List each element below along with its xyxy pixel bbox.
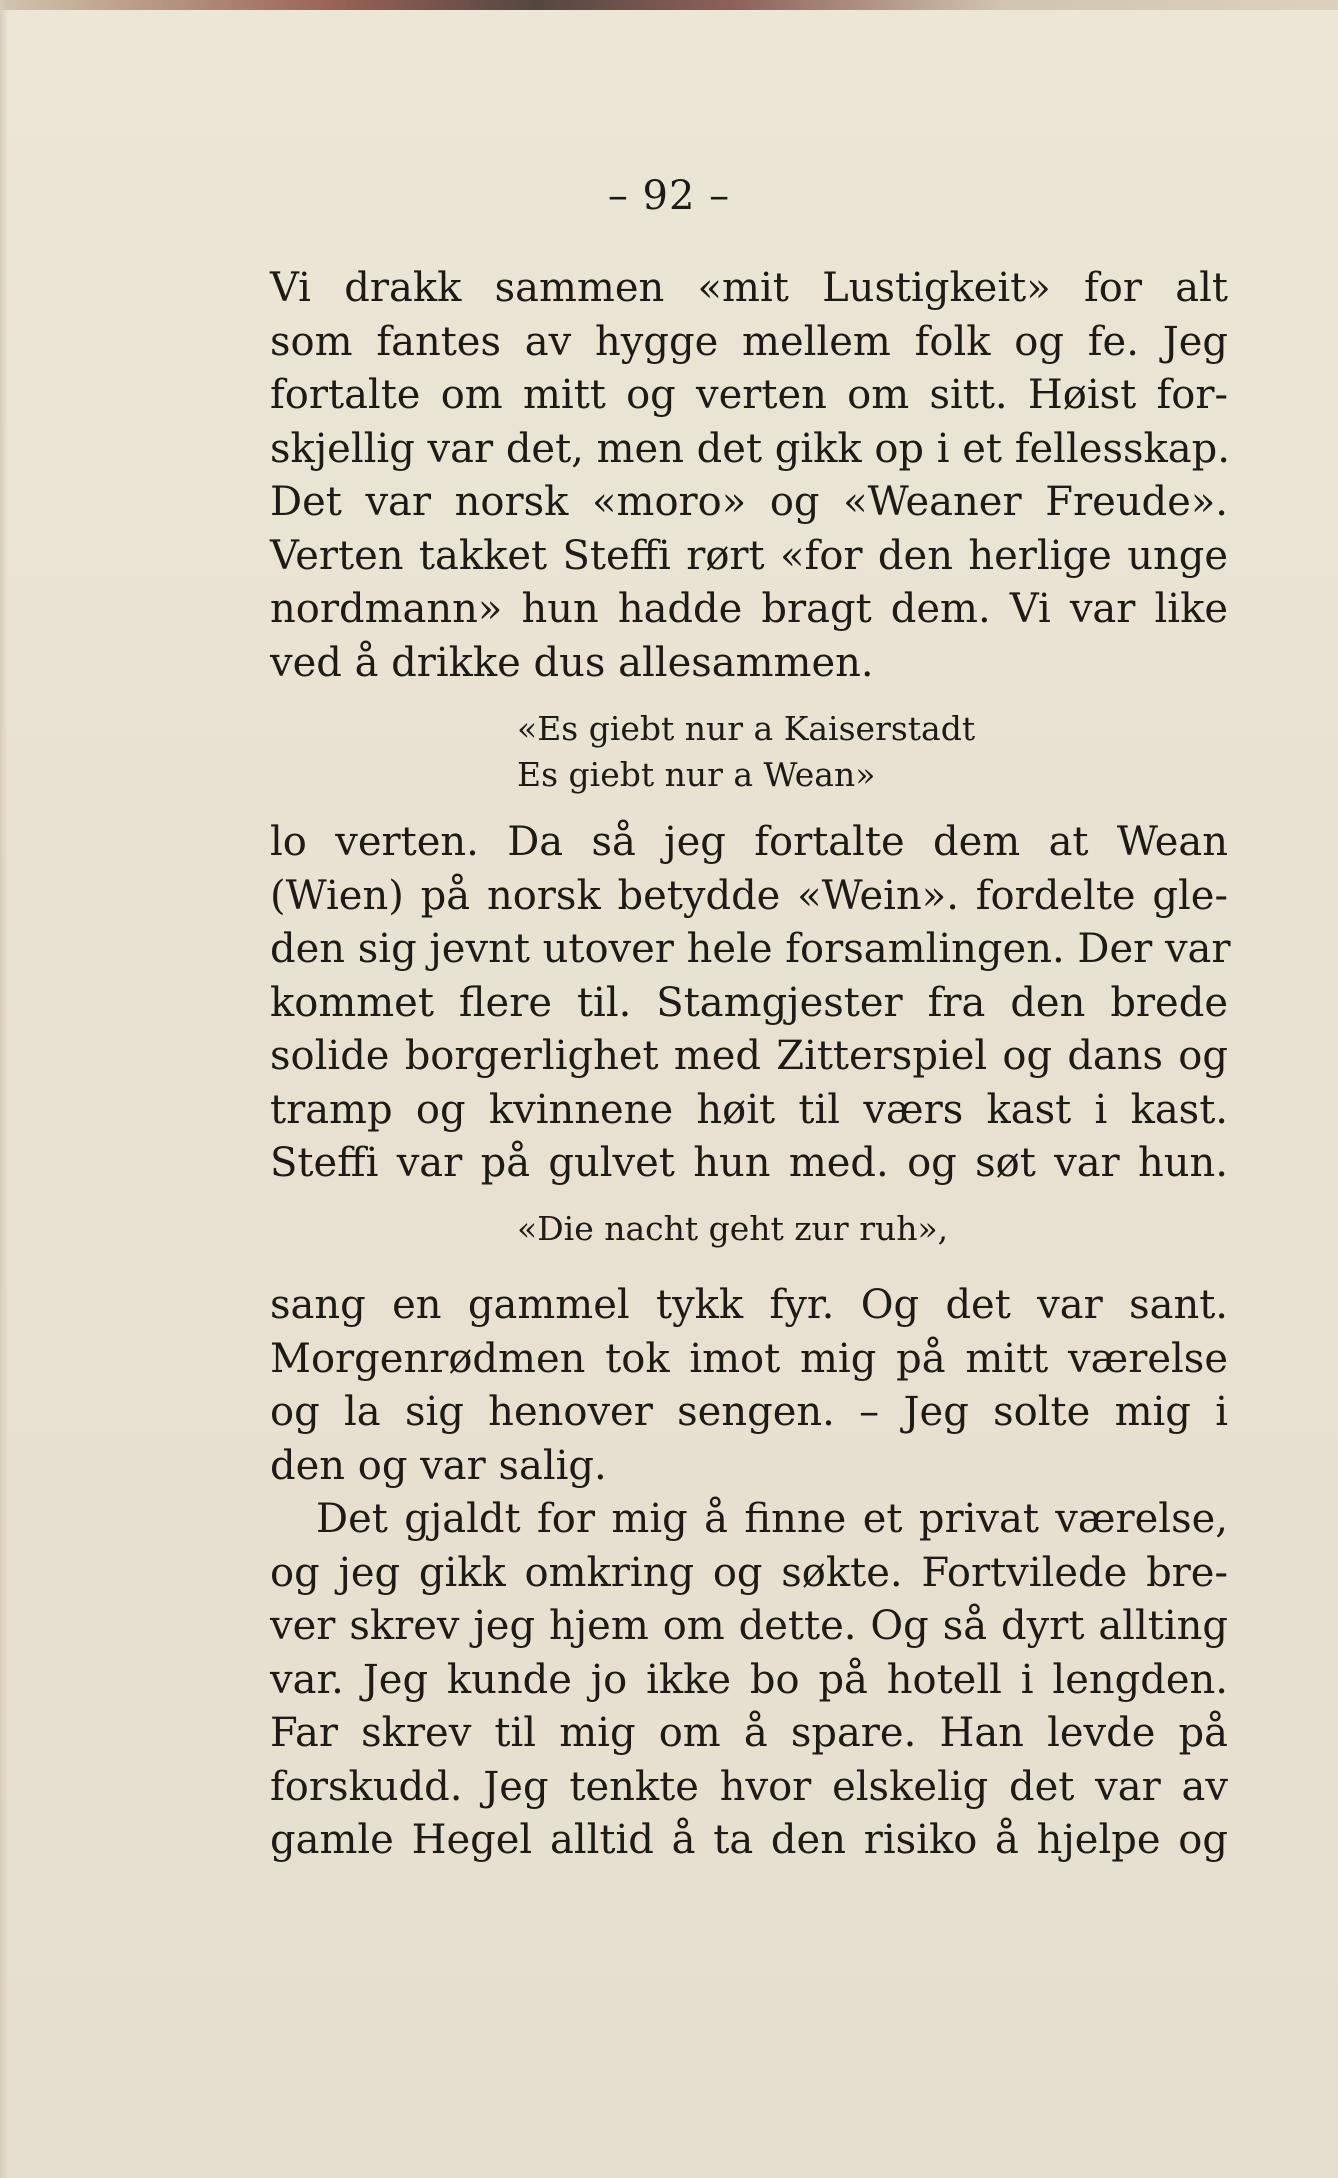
- page-number: – 92 –: [607, 173, 731, 219]
- text-line: Verten takket Steffi rørt «for den herlige unge: [270, 532, 1228, 579]
- text-line: gamle Hegel alltid å ta den risiko å hjelpe og: [270, 1817, 1228, 1863]
- verse-line: «Es giebt nur a Kaiserstadt: [517, 709, 976, 748]
- verse-2: [517, 1206, 1217, 1252]
- text-line: Morgenrødmen tok imot mig på mitt værelse: [270, 1335, 1228, 1382]
- text-line: som fantes av hygge mellem folk og fe. Jeg: [270, 318, 1228, 365]
- text-line: lo verten. Da så jeg fortalte dem at Wean: [270, 819, 1228, 865]
- text-line: forskudd. Jeg tenkte hvor elskelig det var av: [270, 1763, 1228, 1810]
- text-line: nordmann» hun hadde bragt dem. Vi var like: [270, 586, 1228, 632]
- text-line: skjellig var det, men det gikk op i et fellesskap.: [270, 425, 1230, 472]
- text-line: fortalte om mitt og verten om sitt. Høist for-: [270, 372, 1228, 418]
- page-top-edge: [0, 0, 1338, 10]
- text-line: ved å drikke dus allesammen.: [270, 639, 874, 686]
- text-line: tramp og kvinnene høit til værs kast i kast.: [270, 1086, 1228, 1133]
- verse-line: «Die nacht geht zur ruh»,: [517, 1209, 949, 1248]
- paragraph-1: [270, 262, 1228, 690]
- text-line: og jeg gikk omkring og søkte. Fortvilede bre-: [270, 1549, 1228, 1596]
- text-line: Far skrev til mig om å spare. Han levde på: [270, 1710, 1228, 1756]
- text-line: Det var norsk «moro» og «Weaner Freude».: [270, 479, 1228, 525]
- text-line: Det gjaldt for mig å finne et privat værelse,: [316, 1496, 1228, 1542]
- text-line: solide borgerlighet med Zitterspiel og dans og: [270, 1033, 1228, 1079]
- text-line: den og var salig.: [270, 1442, 607, 1489]
- text-line: sang en gammel tykk fyr. Og det var sant.: [270, 1282, 1228, 1328]
- text-line: kommet flere til. Stamgjester fra den brede: [270, 979, 1228, 1026]
- page-left-edge: [0, 0, 8, 2178]
- text-line: og la sig henover sengen. – Jeg solte mig i: [270, 1389, 1228, 1435]
- text-line: Vi drakk sammen «mit Lustigkeit» for alt: [270, 265, 1228, 311]
- text-line: (Wien) på norsk betydde «Wein». fordelte gle-: [270, 872, 1228, 919]
- text-line: Steffi var på gulvet hun med. og søt var hun.: [270, 1140, 1228, 1186]
- paragraph-2: [270, 816, 1231, 1191]
- verse-1: [517, 706, 1217, 798]
- text-line: den sig jevnt utover hele forsamlingen. Der var: [270, 926, 1231, 972]
- paragraph-3-4: [270, 1279, 1228, 1868]
- text-line: ver skrev jeg hjem om dette. Og så dyrt allting: [270, 1603, 1228, 1649]
- verse-line: Es giebt nur a Wean»: [517, 755, 876, 794]
- text-line: var. Jeg kunde jo ikke bo på hotell i lengden.: [270, 1656, 1228, 1703]
